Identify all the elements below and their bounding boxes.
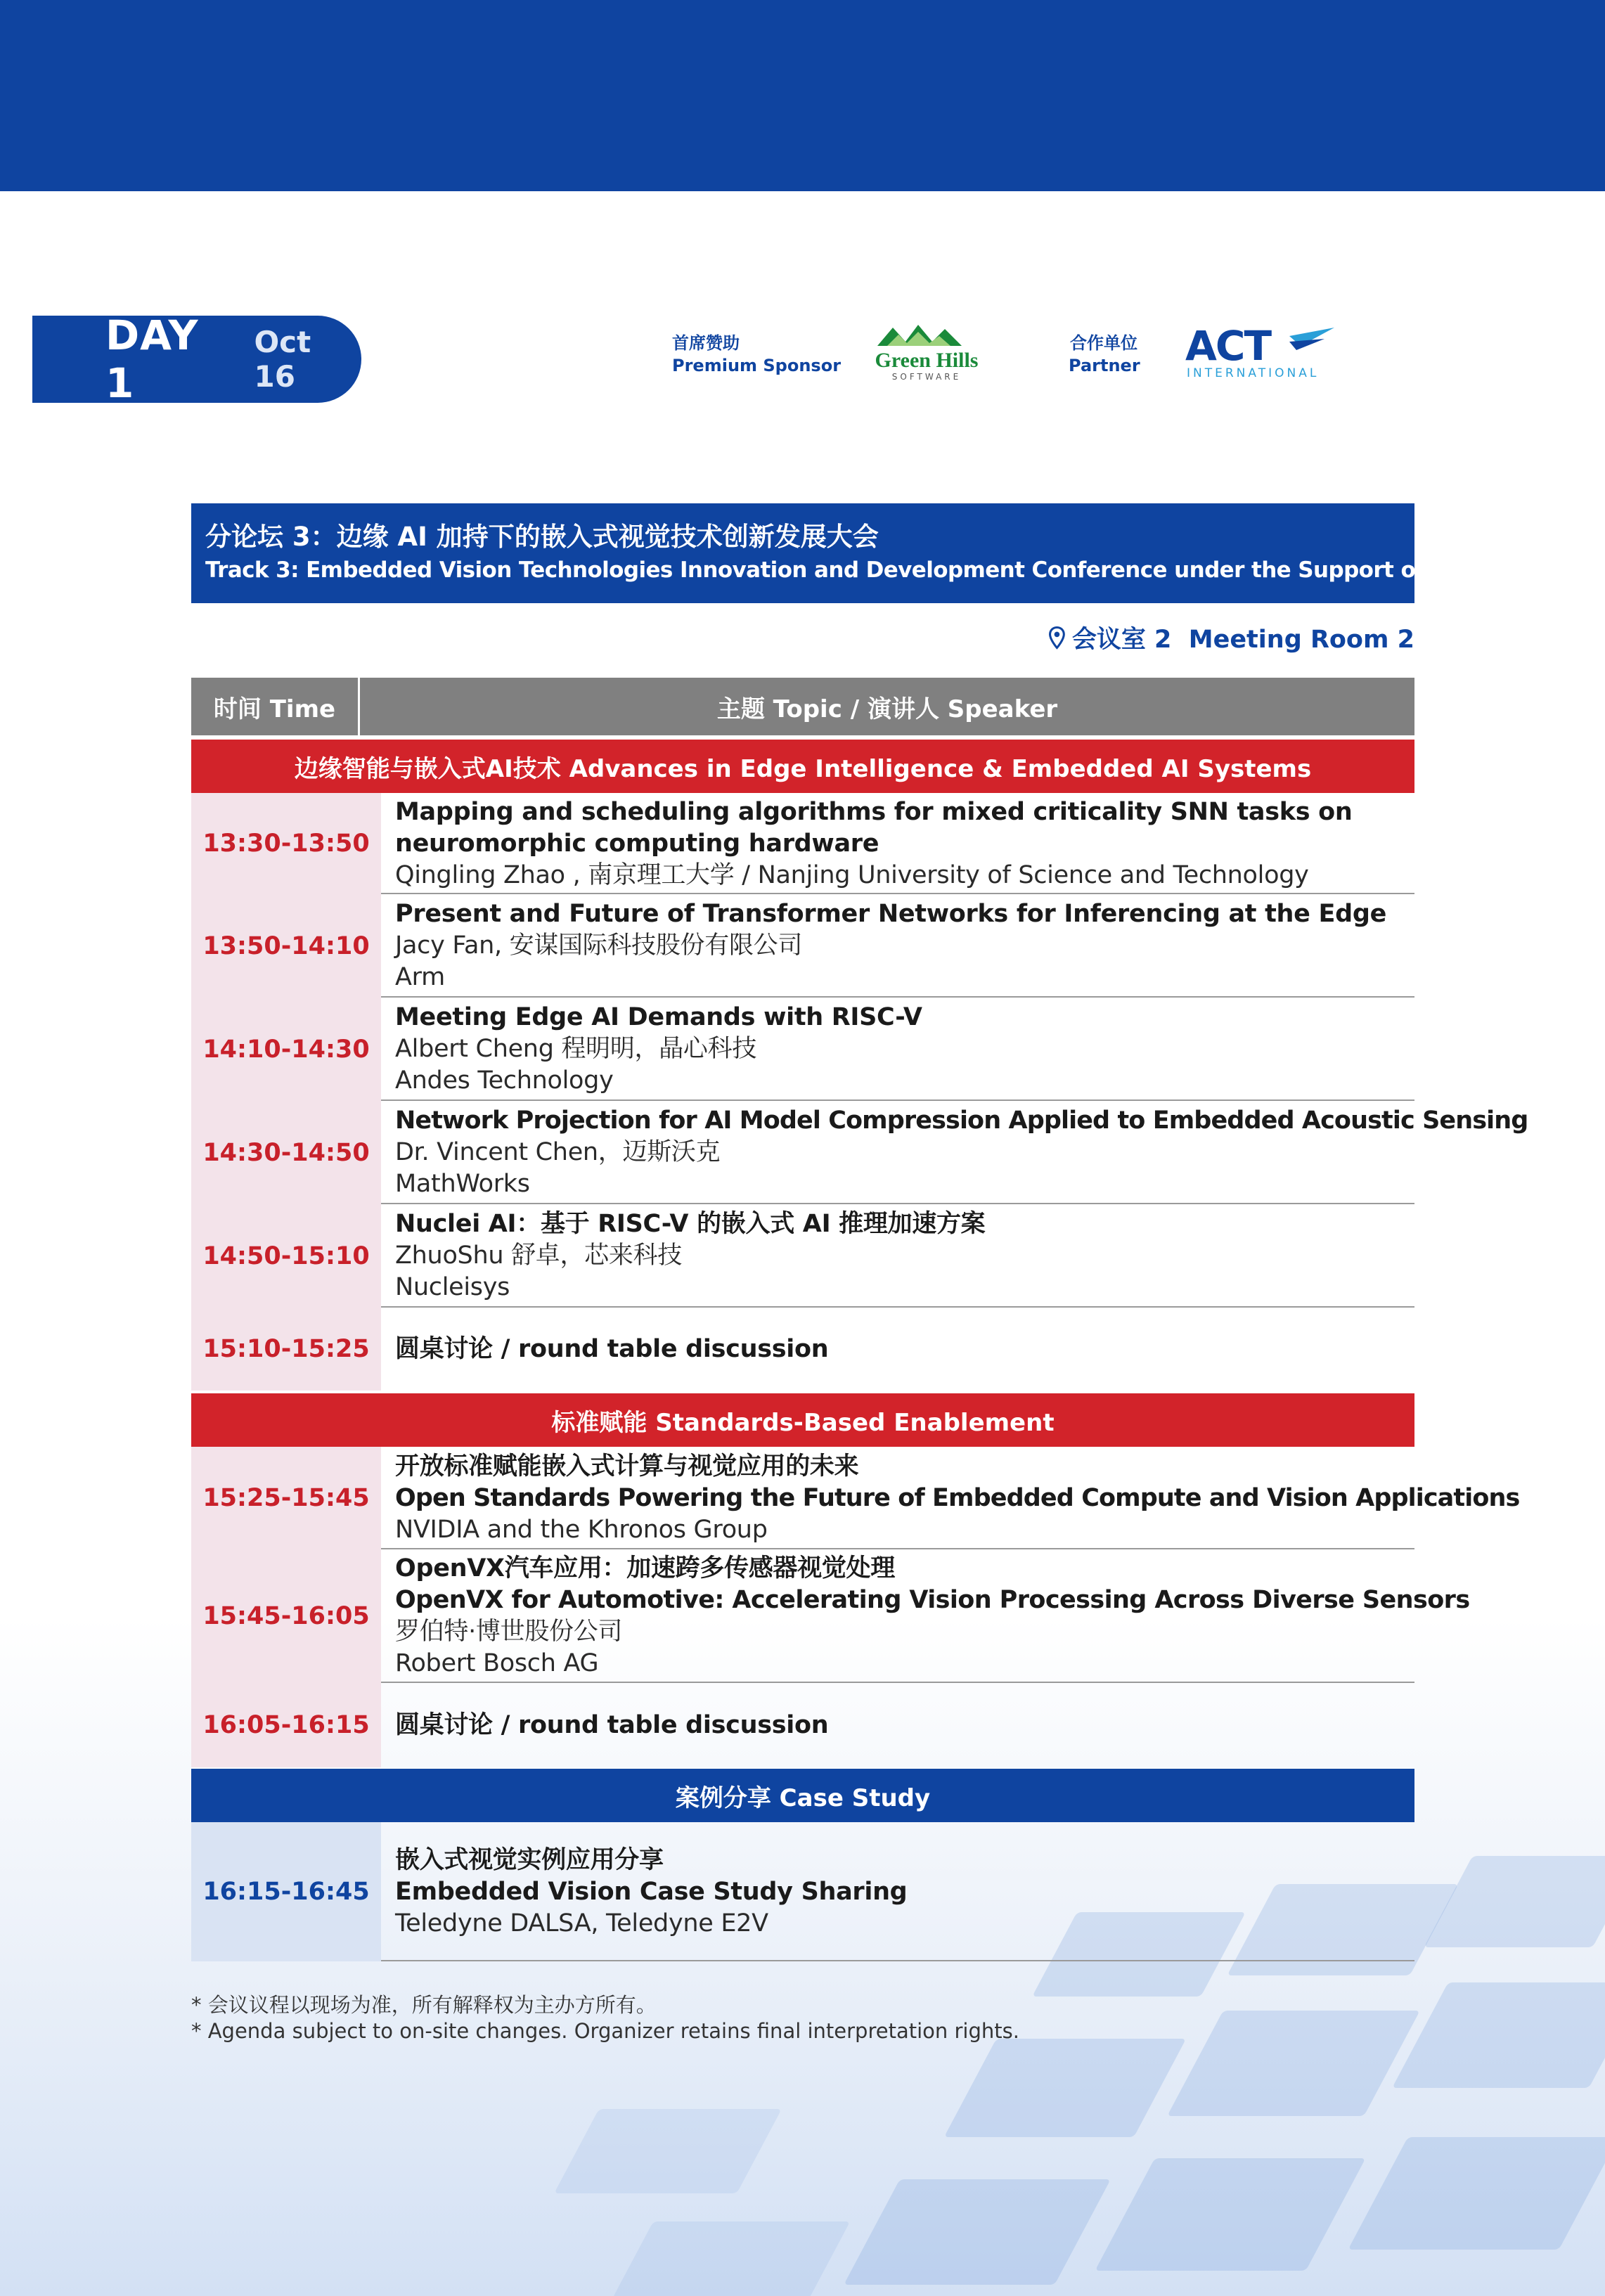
agenda-content	[395, 1549, 1470, 1683]
agenda-time: 15:10-15:25	[191, 1308, 381, 1391]
talk-title: OpenVX汽车应用：加速跨多传感器视觉处理	[395, 1554, 895, 1582]
talk-title: Network Projection for AI Model Compression Applied to Embedded Acoustic Sensing	[395, 1107, 1528, 1135]
day-label: DAY 1	[105, 311, 199, 407]
talk-title: Nuclei AI：基于 RISC-V 的嵌入式 AI 推理加速方案	[395, 1210, 986, 1238]
speaker: Jacy Fan, 安谋国际科技股份有限公司	[395, 931, 803, 960]
agenda-content	[395, 1683, 1450, 1767]
track-title-zh: 分论坛 3：边缘 AI 加持下的嵌入式视觉技术创新发展大会	[205, 522, 879, 552]
agenda-row	[191, 1101, 1528, 1204]
agenda-time: 14:50-15:10	[191, 1204, 381, 1308]
agenda-content	[395, 1447, 1520, 1549]
speaker: Teledyne DALSA, Teledyne E2V	[395, 1909, 768, 1937]
agenda-content	[395, 1308, 1450, 1391]
organization: Nucleisys	[395, 1273, 510, 1301]
section-header-case-study: 案例分享 Case Study	[191, 1769, 1414, 1822]
agenda-time: 14:30-14:50	[191, 1101, 381, 1204]
agenda-row	[191, 1308, 1414, 1391]
premium-sponsor-label: 首席赞助 Premium Sponsor	[672, 333, 842, 375]
agenda-content	[395, 1822, 1450, 1961]
header-topic: 主题 Topic / 演讲人 Speaker	[716, 695, 1058, 723]
speaker: Albert Cheng 程明明，晶心科技	[395, 1035, 757, 1063]
agenda-content	[395, 793, 1450, 894]
talk-title: neuromorphic computing hardware	[395, 829, 879, 858]
agenda-row	[191, 1822, 1414, 1961]
organization: Robert Bosch AG	[395, 1649, 599, 1677]
agenda-time: 13:50-14:10	[191, 894, 381, 998]
talk-title: 圆桌讨论 / round table discussion	[395, 1710, 829, 1739]
meeting-room	[1049, 616, 1414, 659]
talk-title: Present and Future of Transformer Networks for Inferencing at the Edge	[395, 900, 1387, 928]
organization: Andes Technology	[395, 1066, 614, 1095]
agenda-content	[395, 1204, 1450, 1308]
header-band	[0, 0, 1605, 191]
location-pin-icon	[1049, 623, 1065, 652]
section-header-standards: 标准赋能 Standards-Based Enablement	[191, 1393, 1414, 1447]
note-zh: * 会议议程以现场为准，所有解释权为主办方所有。	[191, 1993, 657, 2017]
talk-title: 嵌入式视觉实例应用分享	[395, 1845, 664, 1874]
speaker: ZhuoShu 舒卓，芯来科技	[395, 1241, 682, 1270]
talk-title: Open Standards Powering the Future of Embedded Compute and Vision Applications	[395, 1483, 1520, 1512]
header-time: 时间 Time	[191, 678, 360, 735]
agenda-row	[191, 1683, 1414, 1767]
talk-title: OpenVX for Automotive: Accelerating Vision Processing Across Diverse Sensors	[395, 1586, 1470, 1614]
speaker: Qingling Zhao , 南京理工大学 / Nanjing University of Science and Technology	[395, 860, 1309, 889]
section-header-edge-ai: 边缘智能与嵌入式AI技术 Advances in Edge Intelligence & Embedded AI Systems	[191, 740, 1414, 793]
agenda-time: 15:25-15:45	[191, 1447, 381, 1549]
table-header	[191, 678, 1414, 735]
talk-title: 圆桌讨论 / round table discussion	[395, 1334, 829, 1363]
agenda-content	[395, 998, 1450, 1101]
talk-title: Mapping and scheduling algorithms for mixed criticality SNN tasks on	[395, 797, 1353, 826]
track-title-box	[191, 503, 1522, 603]
agenda-row	[191, 894, 1414, 998]
talk-title: Meeting Edge AI Demands with RISC-V	[395, 1003, 922, 1031]
row-divider	[381, 1960, 1414, 1961]
agenda-content	[395, 894, 1450, 998]
partner-label: 合作单位 Partner	[1069, 333, 1140, 375]
agenda-row	[191, 1549, 1470, 1683]
agenda-row	[191, 1204, 1414, 1308]
note-en: * Agenda subject to on-site changes. Organizer retains final interpretation rights.	[191, 2019, 1019, 2043]
meeting-room-label: 会议室 2 Meeting Room 2	[1071, 626, 1414, 654]
talk-title: Embedded Vision Case Study Sharing	[395, 1877, 908, 1906]
agenda-content	[395, 1101, 1528, 1204]
speaker: Dr. Vincent Chen，迈斯沃克	[395, 1138, 721, 1166]
svg-text:SOFTWARE: SOFTWARE	[891, 372, 962, 382]
agenda-time: 15:45-16:05	[191, 1549, 381, 1683]
agenda-row	[191, 1447, 1520, 1549]
agenda-row	[191, 793, 1414, 894]
agenda-time: 16:15-16:45	[191, 1822, 381, 1961]
agenda-row	[191, 998, 1414, 1101]
svg-text:ACT: ACT	[1185, 322, 1271, 370]
track-title-en: Track 3: Embedded Vision Technologies Innovation and Development Conference under the Support of Edge AI	[205, 557, 1522, 583]
organization: MathWorks	[395, 1170, 530, 1198]
agenda-time: 14:10-14:30	[191, 998, 381, 1101]
act-international-logo	[1184, 318, 1339, 382]
day-badge	[32, 311, 361, 407]
organization: Arm	[395, 963, 445, 991]
svg-text:INTERNATIONAL: INTERNATIONAL	[1187, 366, 1320, 380]
day-date: Oct 16	[254, 325, 311, 394]
talk-title: 开放标准赋能嵌入式计算与视觉应用的未来	[395, 1452, 859, 1481]
svg-text:Green Hills: Green Hills	[875, 349, 979, 372]
speaker: NVIDIA and the Khronos Group	[395, 1515, 768, 1544]
speaker: 罗伯特·博世股份公司	[395, 1618, 623, 1646]
green-hills-logo	[863, 318, 990, 382]
agenda-time: 13:30-13:50	[191, 793, 381, 894]
agenda-time: 16:05-16:15	[191, 1683, 381, 1767]
